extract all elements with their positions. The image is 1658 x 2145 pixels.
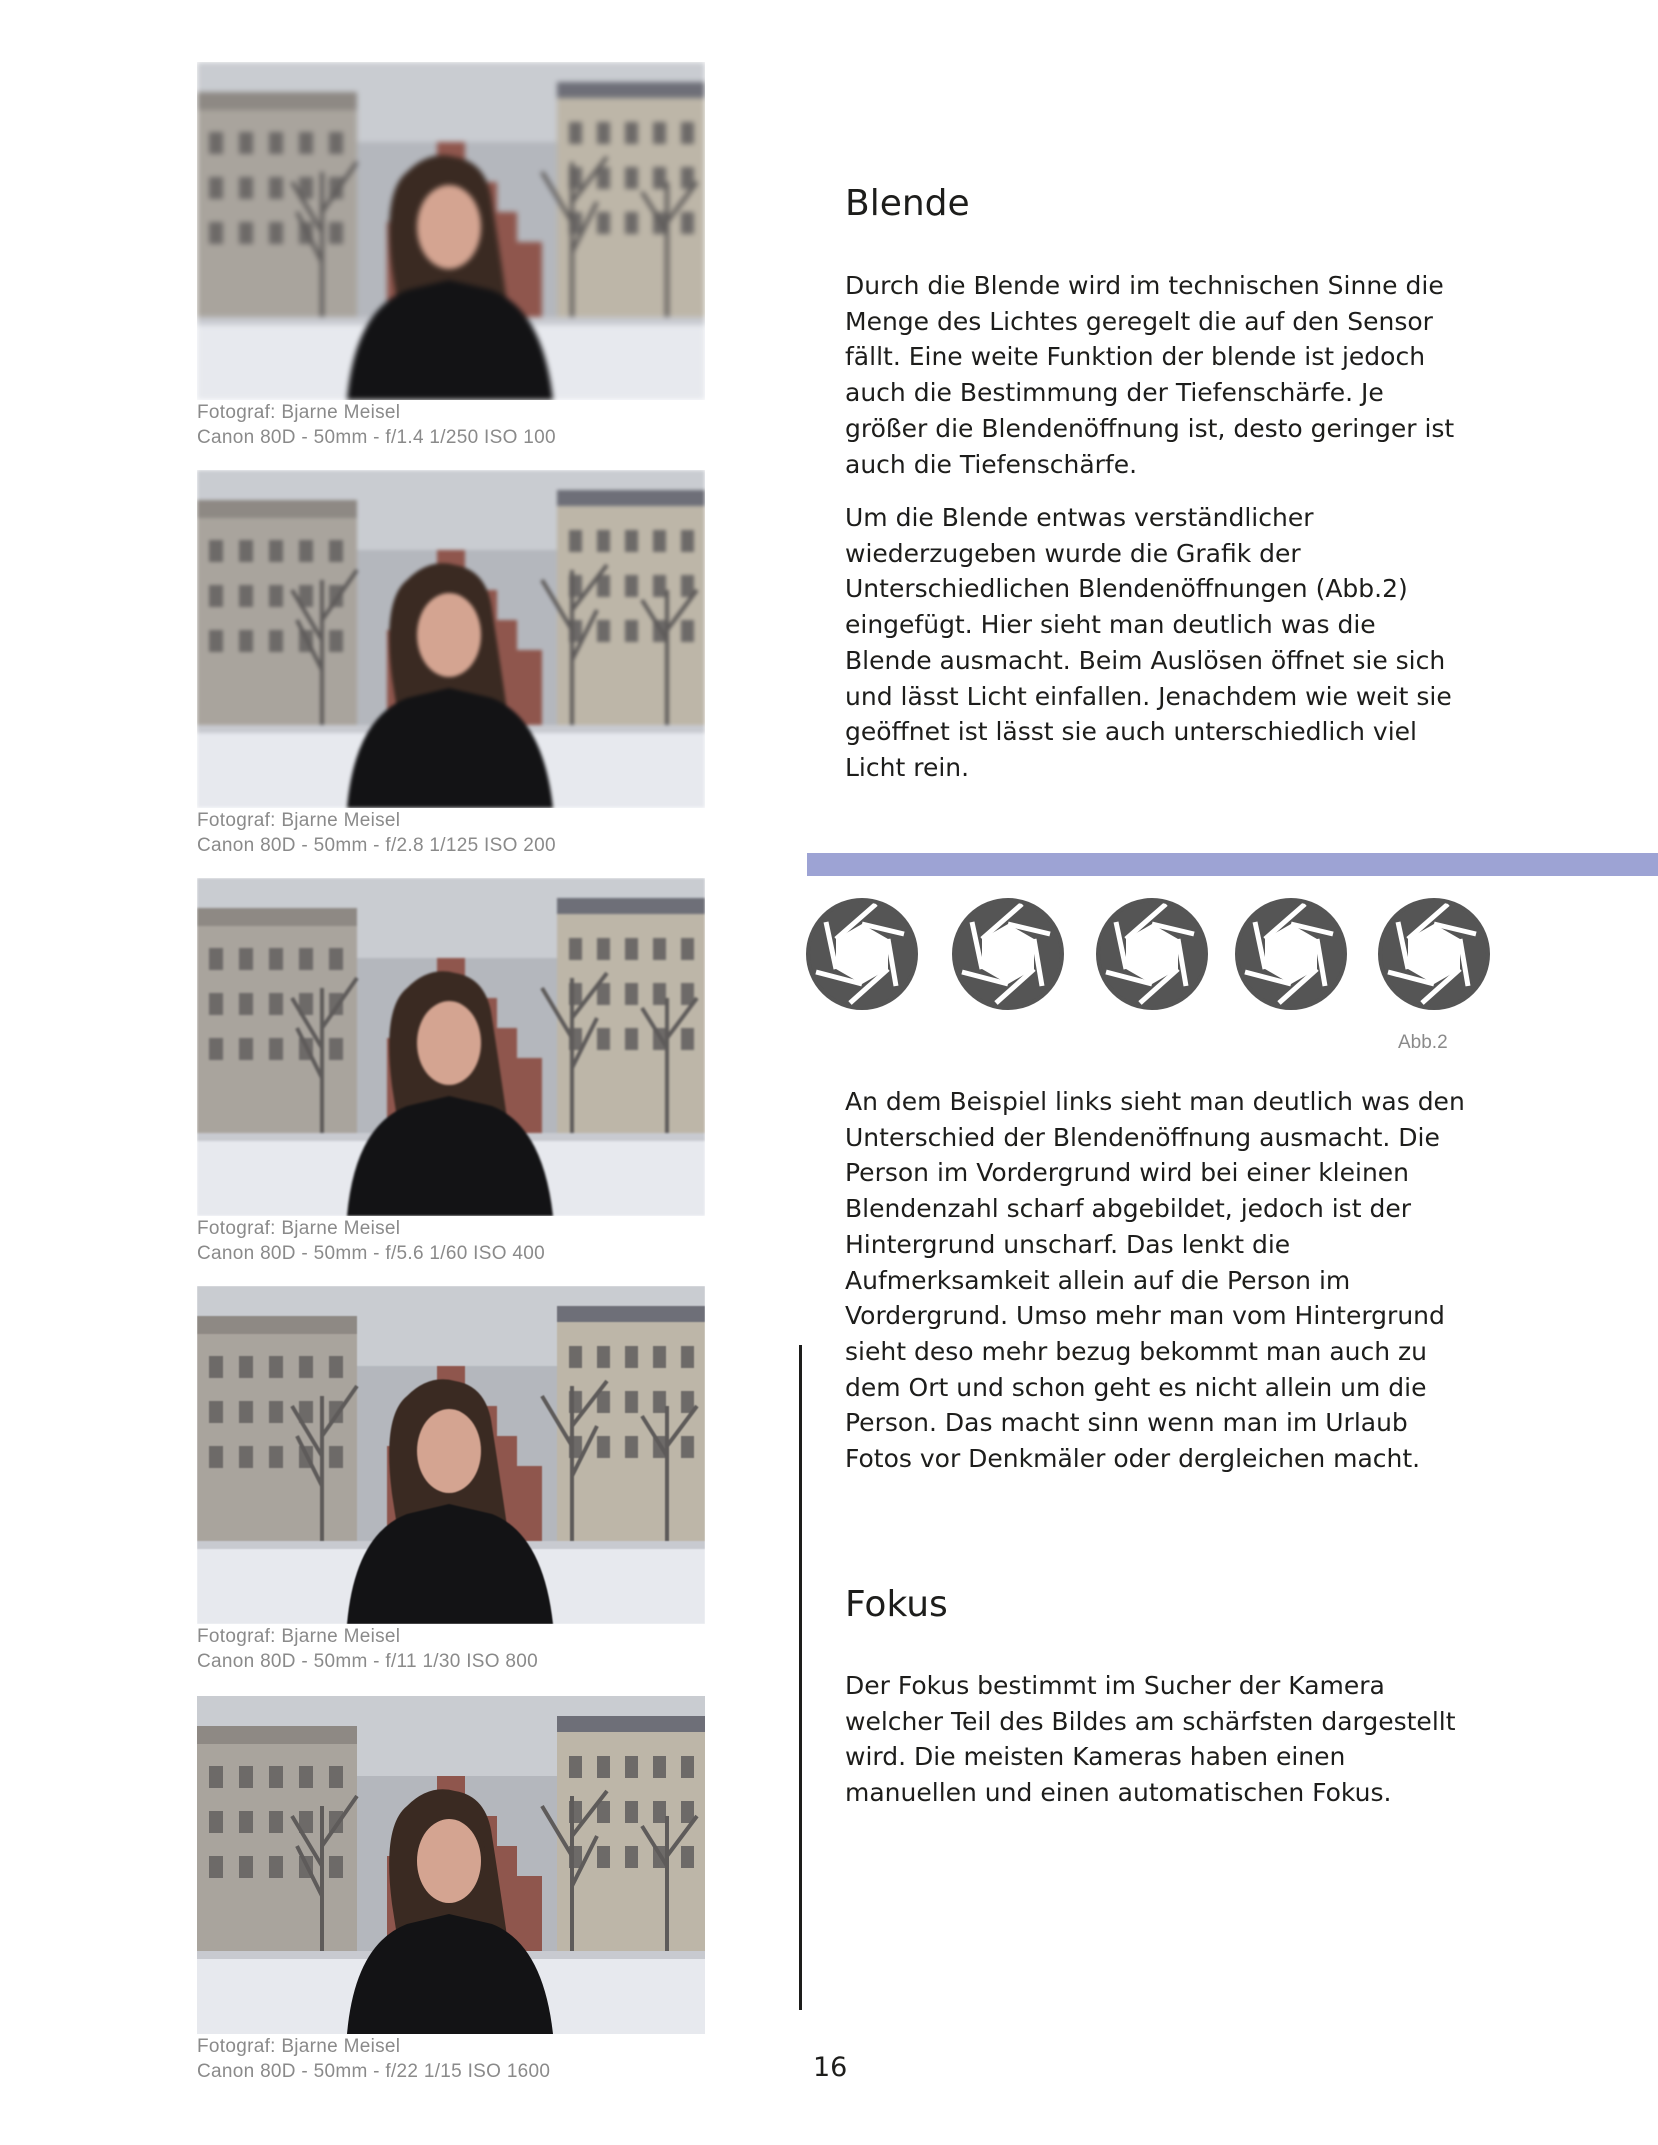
caption-author: Fotograf: Bjarne Meisel	[197, 810, 401, 831]
figure-label: Abb.2	[1398, 1032, 1448, 1053]
blende-paragraph-1: Durch die Blende wird im technischen Sinne die Menge des Lichtes geregelt die auf den Sensor fällt. Eine weite Funktion der blende ist jedoch auch die Bestimmung der Tiefenschärfe. Je größer die Blendenöffnung ist, desto geringer ist auch die Tiefenschärfe.	[845, 271, 1455, 479]
photo-f5-6	[197, 878, 705, 1216]
camera-aperture-icon	[1096, 898, 1208, 1010]
photo-f22	[197, 1696, 705, 2034]
vertical-divider	[799, 1345, 802, 2010]
caption-author: Fotograf: Bjarne Meisel	[197, 402, 401, 423]
blende-paragraph-2: Um die Blende entwas verständlicher wiederzugeben wurde die Grafik der Unterschiedlichen Blendenöffnungen (Abb.2) eingefügt. Hier sieht man deutlich was die Blende ausmacht. Beim Auslösen öffnet sie sich und lässt Licht einfallen. Jenachdem wie weit sie geöffnet ist lässt sie auch unterschiedlich viel Licht rein.	[845, 503, 1452, 782]
caption-settings: Canon 80D - 50mm - f/5.6 1/60 ISO 400	[197, 1243, 545, 1264]
caption-author: Fotograf: Bjarne Meisel	[197, 1626, 401, 1647]
photo-f2-8	[197, 470, 705, 808]
caption-settings: Canon 80D - 50mm - f/2.8 1/125 ISO 200	[197, 835, 556, 856]
example-paragraph: An dem Beispiel links sieht man deutlich was den Unterschied der Blendenöffnung ausmacht. Die Person im Vordergrund wird bei einer kleinen Blendenzahl scharf abgebildet, jedoch ist der Hintergrund unscharf. Das lenkt die Aufmerksamkeit allein auf die Person im Vordergrund. Umso mehr man vom Hintergrund sieht deso mehr bezug bekommt man auch zu dem Ort und schon geht es nicht allein um die Person. Das macht sinn wenn man im Urlaub Fotos vor Denkmäler oder dergleichen macht.	[845, 1087, 1465, 1474]
caption-settings: Canon 80D - 50mm - f/1.4 1/250 ISO 100	[197, 427, 556, 448]
caption-author: Fotograf: Bjarne Meisel	[197, 2036, 401, 2057]
photo-caption	[197, 1216, 545, 1266]
caption-settings: Canon 80D - 50mm - f/22 1/15 ISO 1600	[197, 2061, 551, 2082]
photo-caption	[197, 400, 556, 450]
page-number: 16	[813, 2052, 848, 2083]
caption-author: Fotograf: Bjarne Meisel	[197, 1218, 401, 1239]
camera-aperture-icon	[1378, 898, 1490, 1010]
section-title-blende: Blende	[845, 183, 970, 224]
photo-caption	[197, 2034, 550, 2084]
photo-f11	[197, 1286, 705, 1624]
camera-aperture-icon	[1235, 898, 1347, 1010]
camera-aperture-icon	[806, 898, 918, 1010]
photo-caption	[197, 808, 556, 858]
caption-settings: Canon 80D - 50mm - f/11 1/30 ISO 800	[197, 1651, 539, 1672]
fokus-paragraph: Der Fokus bestimmt im Sucher der Kamera welcher Teil des Bildes am schärfsten dargestellt wird. Die meisten Kameras haben einen manuellen und einen automatischen Fokus.	[845, 1671, 1456, 1808]
photo-caption	[197, 1624, 538, 1674]
section-title-fokus: Fokus	[845, 1584, 948, 1625]
camera-aperture-icon	[952, 898, 1064, 1010]
accent-bar	[807, 853, 1658, 876]
photo-f1-4	[197, 62, 705, 400]
